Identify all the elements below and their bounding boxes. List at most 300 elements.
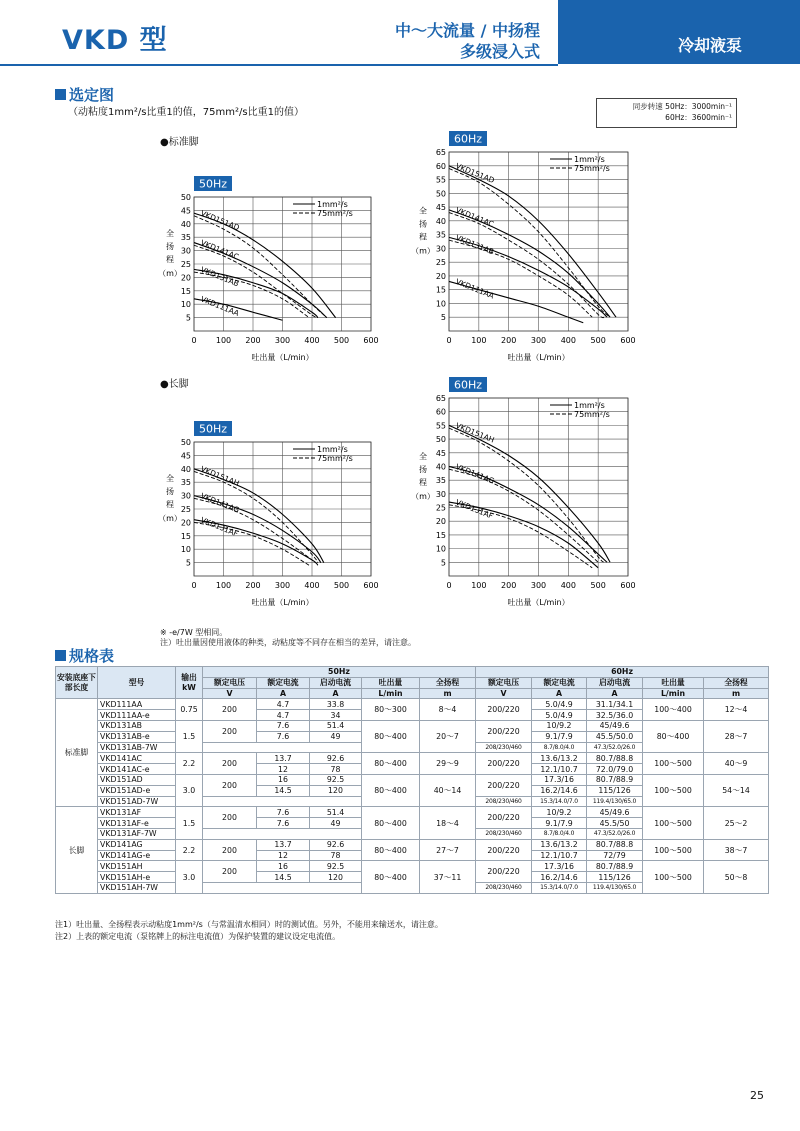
chart-4: [411, 377, 636, 607]
table-cell: VKD141AC-e: [98, 764, 176, 775]
col-output: 输出kW: [176, 667, 203, 699]
table-cell: 3.0: [176, 861, 203, 893]
series-label: VKD141AC: [199, 238, 241, 262]
h-start: 启动电流: [310, 677, 362, 688]
table-cell: 3.0: [176, 774, 203, 806]
x-tick-label: 200: [245, 581, 261, 590]
table-cell: 208/230/460: [476, 796, 532, 807]
table-cell: 200: [203, 861, 257, 883]
table-cell: 51.4: [310, 720, 362, 731]
table-cell: VKD131AF-7W: [98, 828, 176, 839]
y-tick-label: 5: [185, 313, 191, 323]
legend-label: 75mm²/s: [317, 209, 353, 218]
table-cell: 8～4: [420, 699, 476, 721]
y-tick-label: 35: [180, 233, 191, 243]
footnote-2: 注）吐出量因使用液体的种类，动粘度等不同存在相当的差异，请注意。: [160, 638, 416, 647]
table-cell: 4.7: [257, 710, 310, 721]
col-50hz: 50Hz: [203, 667, 476, 678]
table-cell: 200/220: [476, 861, 532, 883]
table-cell: 7.6: [257, 818, 310, 829]
table-cell: VKD111AA-e: [98, 710, 176, 721]
table-cell: 119.4/130/65.0: [587, 882, 643, 893]
series-label: VKD131AB: [199, 264, 241, 289]
table-cell: 5.0/4.9: [532, 699, 587, 710]
y-tick-label: 45: [180, 451, 191, 461]
table-cell: 78: [310, 850, 362, 861]
table-cell: VKD151AD-e: [98, 785, 176, 796]
table-cell: 120: [310, 872, 362, 883]
series-label: VKD131AB: [454, 232, 496, 257]
table-cell: 80～400: [362, 774, 420, 806]
table-cell: 208/230/460: [476, 742, 532, 753]
series-line-vkd131ab-75cst: [449, 240, 592, 317]
x-tick-label: 400: [560, 336, 576, 345]
table-cell: 208/230/460: [476, 828, 532, 839]
table-cell: 80～400: [362, 861, 420, 893]
table-cell: 40～9: [704, 753, 769, 775]
y-tick-label: 10: [180, 545, 191, 555]
x-tick-label: 100: [215, 581, 232, 590]
y-tick-label: 25: [435, 258, 446, 268]
table-cell: 80～400: [362, 839, 420, 861]
y-tick-label: 30: [435, 244, 446, 254]
table-cell: 80～400: [362, 720, 420, 752]
y-tick-label: 10: [435, 299, 446, 309]
chart-3: [158, 421, 379, 607]
table-cell: 200/220: [476, 774, 532, 796]
table-cell: VKD141AG-e: [98, 850, 176, 861]
table-cell: 47.3/52.0/26.0: [587, 742, 643, 753]
y-tick-label: 20: [435, 271, 446, 281]
y-tick-label: 50: [435, 435, 446, 445]
x-tick-label: 500: [590, 581, 606, 590]
y-tick-label: 50: [435, 189, 446, 199]
h-unit: L/min: [643, 688, 704, 699]
x-tick-label: 0: [191, 581, 197, 590]
table-cell: 49: [310, 818, 362, 829]
x-tick-label: 600: [363, 581, 379, 590]
spec-note-1: 注1）吐出量、全扬程表示动粘度1mm²/s（与常温清水相同）时的测试值。另外，不能用来输送水，请注意。: [55, 920, 443, 929]
y-tick-label: 60: [435, 407, 446, 417]
table-cell: [203, 882, 362, 893]
table-cell: 80.7/88.9: [587, 774, 643, 785]
y-tick-label: 25: [180, 260, 191, 269]
y-axis-label: 全扬程（m）: [158, 229, 182, 278]
x-tick-label: 300: [530, 581, 547, 590]
table-cell: VKD151AD-7W: [98, 796, 176, 807]
series-label: VKD151AD: [199, 208, 241, 233]
table-cell: VKD141AG: [98, 839, 176, 850]
table-cell: 72/79: [587, 850, 643, 861]
table-row: [56, 774, 769, 785]
table-cell: 80～300: [362, 699, 420, 721]
table-cell: 16: [257, 774, 310, 785]
y-tick-label: 40: [435, 216, 446, 226]
y-tick-label: 40: [180, 464, 191, 474]
x-axis-label: 吐出量（L/min）: [507, 598, 570, 607]
table-cell: 115/126: [587, 785, 643, 796]
series-label: VKD151AH: [199, 464, 241, 488]
table-cell: 49: [310, 731, 362, 742]
table-cell: 54～14: [704, 774, 769, 806]
hz-badge-label: 50Hz: [198, 422, 228, 436]
table-cell: 16: [257, 861, 310, 872]
table-cell: 119.4/130/65.0: [587, 796, 643, 807]
x-tick-label: 100: [471, 581, 487, 590]
table-cell: 200/220: [476, 720, 532, 742]
table-cell: 29～9: [420, 753, 476, 775]
table-cell: VKD141AC: [98, 753, 176, 764]
x-tick-label: 0: [446, 336, 452, 345]
table-cell: 12: [257, 850, 310, 861]
chart-2: [411, 131, 636, 362]
hz-badge-label: 60Hz: [453, 132, 483, 146]
spec-note-2: 注2）上表的额定电流（泵铭牌上的标注电流值）为保护装置的建议设定电流值。: [55, 932, 341, 941]
table-cell: 13.6/13.2: [532, 839, 587, 850]
selection-note: （动粘度1mm²/s比重1的值，75mm²/s比重1的值）: [68, 107, 304, 118]
x-tick-label: 500: [333, 336, 350, 345]
table-cell: [203, 828, 362, 839]
table-cell: 200: [203, 699, 257, 721]
table-cell: VKD131AB: [98, 720, 176, 731]
table-cell: 12: [257, 764, 310, 775]
y-tick-label: 5: [185, 558, 191, 568]
table-cell: 7.6: [257, 807, 310, 818]
table-cell: 13.6/13.2: [532, 753, 587, 764]
table-cell: 200/220: [476, 839, 532, 861]
table-cell: 80～400: [643, 720, 704, 752]
table-cell: 45/49.6: [587, 807, 643, 818]
table-cell: 200: [203, 839, 257, 861]
category-label: 冷却液泵: [677, 36, 742, 55]
x-axis-label: 吐出量（L/min）: [507, 353, 570, 362]
y-tick-label: 50: [180, 193, 191, 202]
table-cell: 2.2: [176, 839, 203, 861]
y-tick-label: 15: [435, 285, 446, 295]
x-tick-label: 400: [304, 581, 320, 590]
table-cell: 33.8: [310, 699, 362, 710]
x-tick-label: 500: [333, 581, 350, 590]
y-tick-label: 15: [180, 286, 191, 296]
table-cell: 51.4: [310, 807, 362, 818]
table-cell: 45/49.6: [587, 720, 643, 731]
table-cell: 1.5: [176, 720, 203, 752]
y-tick-label: 20: [435, 517, 446, 527]
table-cell: 40～14: [420, 774, 476, 806]
table-cell: 15.3/14.0/7.0: [532, 796, 587, 807]
table-cell: 28～7: [704, 720, 769, 752]
table-row: [56, 753, 769, 764]
table-cell: 10/9.2: [532, 720, 587, 731]
h-unit: V: [203, 688, 257, 699]
table-cell: 31.1/34.1: [587, 699, 643, 710]
table-cell: 27～7: [420, 839, 476, 861]
table-cell: 92.6: [310, 839, 362, 850]
subtitle-line-1: 中～大流量 / 中扬程: [395, 21, 540, 40]
table-cell: 200: [203, 807, 257, 829]
table-cell: 1.5: [176, 807, 203, 839]
series-line-vkd131ab-75cst: [194, 272, 309, 318]
h-cur: 额定电流: [257, 677, 310, 688]
legend-label: 1mm²/s: [317, 445, 348, 454]
table-cell: 200: [203, 753, 257, 775]
table-cell: 78: [310, 764, 362, 775]
table-cell: 47.3/52.0/26.0: [587, 828, 643, 839]
table-cell: 38～7: [704, 839, 769, 861]
table-cell: 200/220: [476, 753, 532, 775]
table-cell: [203, 742, 362, 753]
y-axis-label: 全扬程（m）: [411, 452, 435, 501]
y-tick-label: 10: [180, 300, 191, 310]
hz-badge-label: 50Hz: [198, 177, 228, 191]
page-number: 25: [750, 1089, 764, 1102]
series-label: VKD141AG: [199, 491, 241, 515]
x-tick-label: 300: [530, 336, 547, 345]
y-tick-label: 30: [180, 491, 191, 501]
y-tick-label: 20: [180, 273, 191, 283]
table-cell: 37～11: [420, 861, 476, 893]
legend-label: 75mm²/s: [574, 410, 610, 419]
h-unit: V: [476, 688, 532, 699]
series-line-vkd141ac-1cst: [449, 210, 610, 317]
table-cell: 200: [203, 774, 257, 796]
x-tick-label: 200: [245, 336, 261, 345]
series-line-vkd131af-75cst: [194, 522, 309, 565]
table-row: [56, 861, 769, 872]
h-flow: 吐出量: [643, 677, 704, 688]
series-label: VKD131AF: [199, 515, 240, 539]
table-cell: 100～400: [643, 699, 704, 721]
h-unit: L/min: [362, 688, 420, 699]
long-foot-label: ●长脚: [160, 379, 189, 390]
spec-table: [55, 666, 769, 894]
table-cell: 80.7/88.8: [587, 839, 643, 850]
y-tick-label: 25: [435, 503, 446, 513]
table-cell: 4.7: [257, 699, 310, 710]
y-axis-label: 全扬程（m）: [411, 206, 435, 256]
table-cell: 13.7: [257, 753, 310, 764]
table-cell: 13.7: [257, 839, 310, 850]
series-label: VKD151AD: [454, 161, 496, 186]
series-label: VKD111AA: [454, 276, 496, 301]
x-tick-label: 600: [363, 336, 379, 345]
series-label: VKD111AA: [199, 294, 241, 318]
x-tick-label: 200: [501, 581, 517, 590]
table-cell: 8.7/8.0/4.0: [532, 742, 587, 753]
page-title: VKD 型: [62, 25, 168, 56]
table-cell: VKD151AH: [98, 861, 176, 872]
x-tick-label: 400: [560, 581, 576, 590]
table-cell: 80.7/88.8: [587, 753, 643, 764]
x-tick-label: 0: [191, 336, 197, 345]
table-cell: 100～500: [643, 753, 704, 775]
table-cell: 80.7/88.9: [587, 861, 643, 872]
table-cell: 0.75: [176, 699, 203, 721]
x-tick-label: 300: [274, 336, 291, 345]
series-label: VKD141AC: [454, 205, 496, 229]
h-head: 全扬程: [704, 677, 769, 688]
spec-heading: 规格表: [55, 645, 114, 666]
table-cell: 18～4: [420, 807, 476, 839]
table-cell: VKD151AH-7W: [98, 882, 176, 893]
x-tick-label: 600: [620, 581, 636, 590]
table-cell: 16.2/14.6: [532, 872, 587, 883]
table-cell: 7.6: [257, 731, 310, 742]
y-tick-label: 15: [435, 530, 446, 540]
table-cell: 32.5/36.0: [587, 710, 643, 721]
table-cell: 10/9.2: [532, 807, 587, 818]
h-start: 启动电流: [587, 677, 643, 688]
y-tick-label: 35: [435, 230, 446, 240]
table-cell: 12.1/10.7: [532, 764, 587, 775]
table-row: [56, 699, 769, 710]
y-tick-label: 25: [180, 505, 191, 514]
y-tick-label: 30: [180, 246, 191, 256]
table-cell: 45.5/50.0: [587, 731, 643, 742]
y-tick-label: 45: [435, 448, 446, 458]
table-cell: 17.3/16: [532, 774, 587, 785]
table-cell: 200: [203, 720, 257, 742]
h-unit: m: [704, 688, 769, 699]
table-cell: 92.5: [310, 774, 362, 785]
col-base: 安装底座下部长度: [56, 667, 98, 699]
x-tick-label: 200: [501, 336, 517, 345]
y-tick-label: 40: [180, 219, 191, 229]
x-tick-label: 100: [215, 336, 232, 345]
hz-badge-label: 60Hz: [453, 378, 483, 392]
series-line-vkd151ah-75cst: [449, 428, 604, 562]
y-tick-label: 35: [435, 476, 446, 486]
table-cell: 50～8: [704, 861, 769, 893]
y-tick-label: 5: [440, 558, 446, 568]
h-volt: 额定电压: [476, 677, 532, 688]
table-cell: 208/230/460: [476, 882, 532, 893]
y-tick-label: 55: [435, 175, 446, 185]
legend-label: 75mm²/s: [317, 454, 353, 463]
x-tick-label: 300: [274, 581, 291, 590]
table-cell: VKD131AB-7W: [98, 742, 176, 753]
table-cell: [203, 796, 362, 807]
table-cell: VKD131AF-e: [98, 818, 176, 829]
y-tick-label: 10: [435, 544, 446, 554]
legend-label: 1mm²/s: [574, 401, 605, 410]
table-cell: 80～400: [362, 753, 420, 775]
y-tick-label: 40: [435, 462, 446, 472]
table-cell: 200/220: [476, 699, 532, 721]
table-cell: 25～2: [704, 807, 769, 839]
selection-heading: 选定图: [55, 84, 114, 105]
col-model: 型号: [98, 667, 176, 699]
table-cell: 200/220: [476, 807, 532, 829]
y-tick-label: 65: [435, 148, 446, 157]
x-tick-label: 0: [446, 581, 452, 590]
speed-60hz: 60Hz：3600min⁻¹: [665, 113, 732, 122]
table-cell: 12～4: [704, 699, 769, 721]
table-cell: VKD131AF: [98, 807, 176, 818]
col-60hz: 60Hz: [476, 667, 769, 678]
y-tick-label: 60: [435, 161, 446, 171]
table-cell: 115/126: [587, 872, 643, 883]
table-cell: 34: [310, 710, 362, 721]
y-tick-label: 65: [435, 394, 446, 403]
table-cell: 17.3/16: [532, 861, 587, 872]
y-tick-label: 5: [440, 313, 446, 323]
legend-label: 1mm²/s: [574, 155, 605, 164]
table-row: [56, 720, 769, 731]
table-cell: VKD151AH-e: [98, 872, 176, 883]
y-tick-label: 55: [435, 421, 446, 431]
h-unit: m: [420, 688, 476, 699]
y-tick-label: 35: [180, 478, 191, 488]
group-long: 长脚: [56, 807, 98, 893]
table-cell: 120: [310, 785, 362, 796]
y-tick-label: 45: [180, 206, 191, 216]
table-cell: 9.1/7.9: [532, 731, 587, 742]
x-tick-label: 500: [590, 336, 606, 345]
footnote-1: ※ -e/7W 型相同。: [160, 628, 228, 637]
table-cell: 100～500: [643, 807, 704, 839]
square-bullet-icon: [55, 650, 66, 661]
h-flow: 吐出量: [362, 677, 420, 688]
table-row: [56, 807, 769, 818]
h-cur: 额定电流: [532, 677, 587, 688]
y-axis-label: 全扬程（m）: [158, 474, 182, 523]
series-label: VKD151AH: [454, 420, 496, 445]
y-tick-label: 15: [180, 531, 191, 541]
table-cell: 72.0/79.0: [587, 764, 643, 775]
table-cell: 80～400: [362, 807, 420, 839]
legend-label: 1mm²/s: [317, 200, 348, 209]
table-cell: 92.6: [310, 753, 362, 764]
table-cell: VKD131AB-e: [98, 731, 176, 742]
table-cell: 20～7: [420, 720, 476, 752]
series-line-vkd131ab-1cst: [449, 237, 607, 317]
series-line-vkd141ag-75cst: [194, 498, 315, 562]
x-tick-label: 600: [620, 336, 636, 345]
subtitle-line-2: 多级浸入式: [459, 42, 540, 61]
h-unit: A: [532, 688, 587, 699]
standard-foot-label: ●标准脚: [160, 137, 199, 148]
x-axis-label: 吐出量（L/min）: [251, 598, 314, 607]
y-tick-label: 30: [435, 489, 446, 499]
table-cell: 2.2: [176, 753, 203, 775]
table-cell: VKD151AD: [98, 774, 176, 785]
speed-50hz: 同步转速 50Hz：3000min⁻¹: [632, 102, 732, 111]
y-tick-label: 50: [180, 438, 191, 447]
table-cell: 45.5/50: [587, 818, 643, 829]
h-unit: A: [310, 688, 362, 699]
series-line-vkd131af-75cst: [449, 505, 592, 568]
table-cell: 15.3/14.0/7.0: [532, 882, 587, 893]
table-cell: 92.5: [310, 861, 362, 872]
h-unit: A: [257, 688, 310, 699]
table-cell: 14.5: [257, 872, 310, 883]
table-cell: 100～500: [643, 861, 704, 893]
table-cell: 14.5: [257, 785, 310, 796]
y-tick-label: 20: [180, 518, 191, 528]
table-cell: 100～500: [643, 774, 704, 806]
table-cell: VKD111AA: [98, 699, 176, 710]
series-line-vkd141ag-1cst: [449, 466, 607, 562]
table-cell: 9.1/7.9: [532, 818, 587, 829]
group-standard: 标准脚: [56, 699, 98, 807]
series-label: VKD131AF: [454, 497, 495, 521]
h-unit: A: [587, 688, 643, 699]
x-tick-label: 100: [471, 336, 487, 345]
h-head: 全扬程: [420, 677, 476, 688]
table-cell: 8.7/8.0/4.0: [532, 828, 587, 839]
x-axis-label: 吐出量（L/min）: [251, 353, 314, 362]
